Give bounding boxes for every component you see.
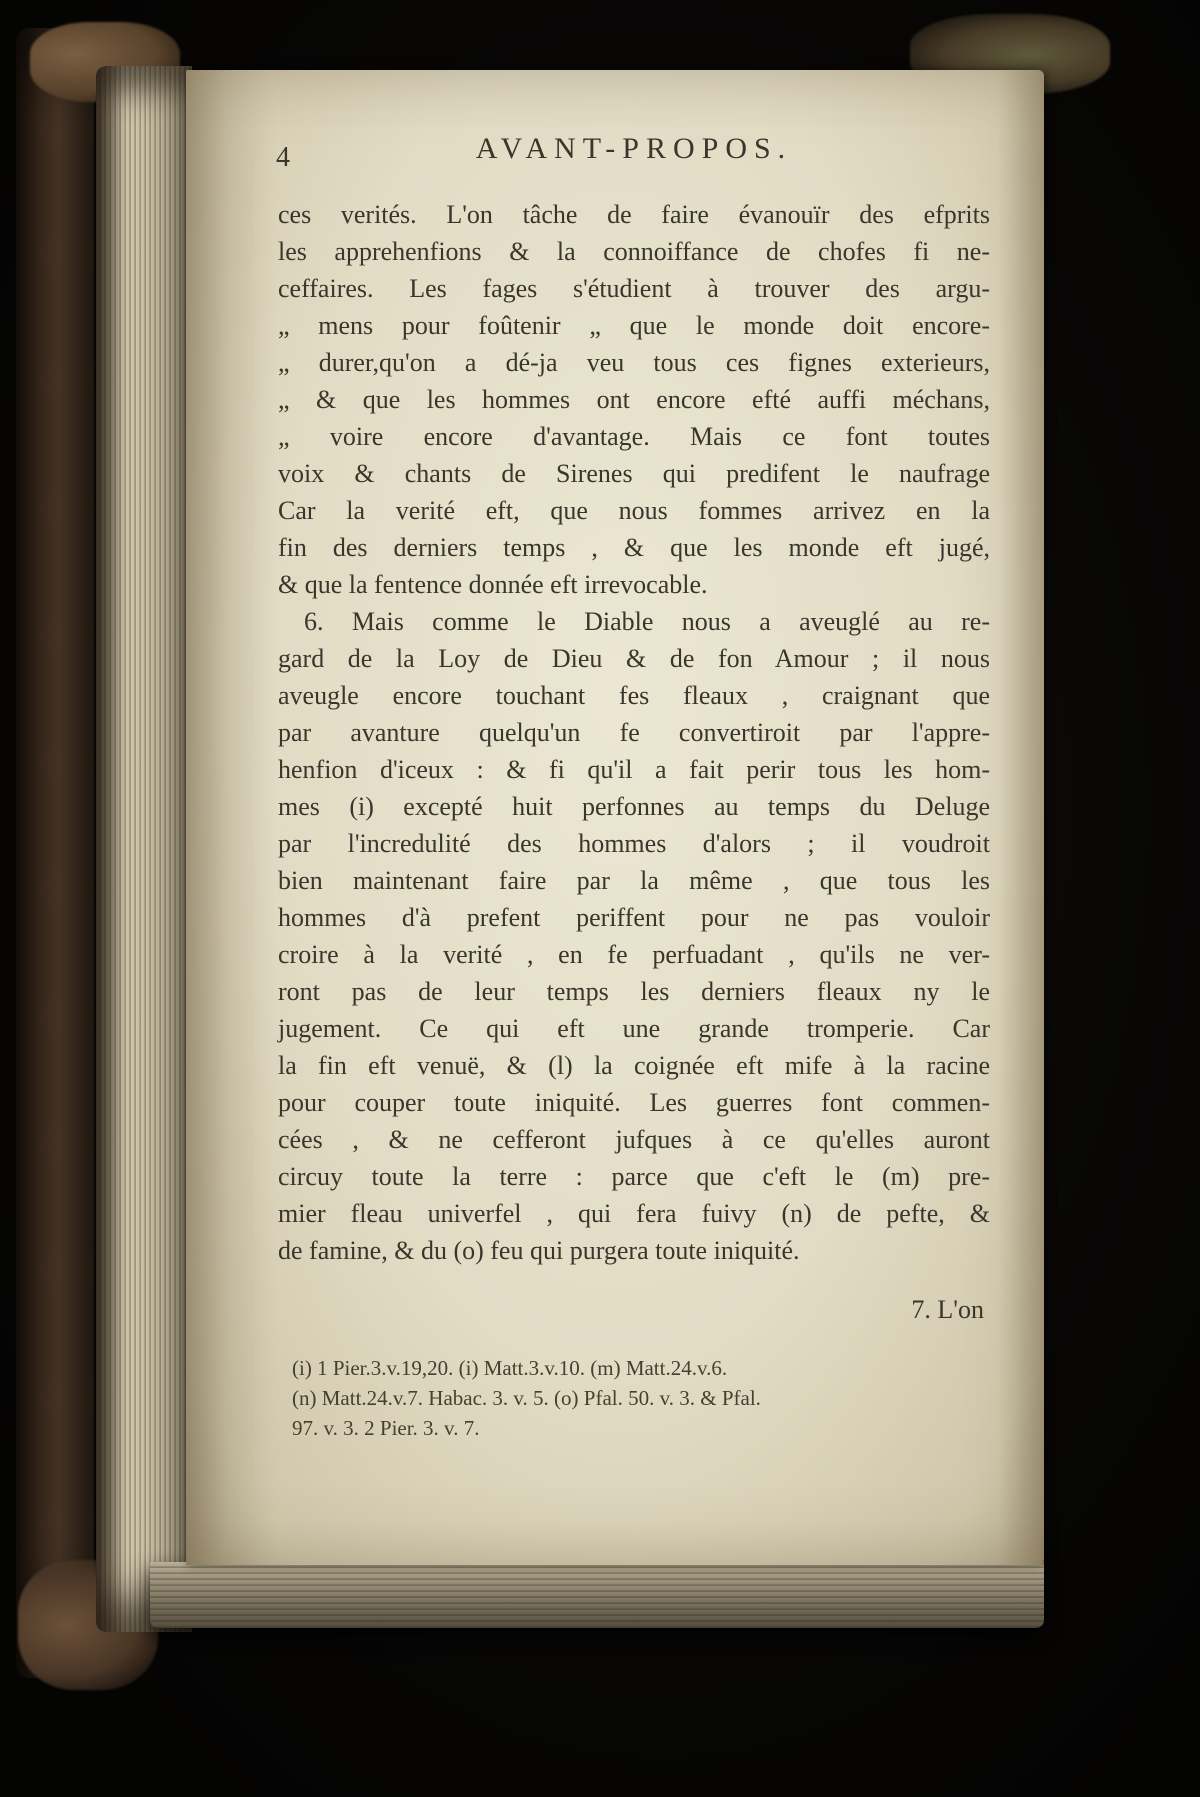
page-header xyxy=(278,132,990,180)
page-edges-bottom xyxy=(150,1562,1044,1628)
text-line: „ durer,qu'on a dé-ja veu tous ces fignes exterieurs, xyxy=(278,348,990,377)
text-column xyxy=(278,132,990,1443)
text-line: cées , & ne cefferont jufques à ce qu'elles auront xyxy=(278,1125,990,1154)
footnote-line: (i) 1 Pier.3.v.19,20. (i) Matt.3.v.10. (m) Matt.24.v.6. xyxy=(292,1356,728,1380)
text-line: Car la verité eft, que nous fommes arrivez en la xyxy=(278,496,990,525)
text-line: la fin eft venuë, & (l) la coignée eft mife à la racine xyxy=(278,1051,990,1080)
text-line: ceffaires. Les fages s'étudient à trouver des argu- xyxy=(278,274,990,303)
text-line: croire à la verité , en fe perfuadant , qu'ils ne ver- xyxy=(278,940,990,969)
text-line: mes (i) excepté huit perfonnes au temps du Deluge xyxy=(278,792,990,821)
text-line: ces verités. L'on tâche de faire évanouïr des efprits xyxy=(278,200,990,229)
text-line: „ mens pour foûtenir „ que le monde doit encore- xyxy=(278,311,990,340)
text-line: pour couper toute iniquité. Les guerres font commen- xyxy=(278,1088,990,1117)
text-line: 6. Mais comme le Diable nous a aveuglé au re- xyxy=(304,607,990,636)
text-line: les apprehenfions & la connoiffance de chofes fi ne- xyxy=(278,237,990,266)
footnote-line: (n) Matt.24.v.7. Habac. 3. v. 5. (o) Pfal. 50. v. 3. & Pfal. xyxy=(292,1386,761,1410)
text-line: circuy toute la terre : parce que c'eft le (m) pre- xyxy=(278,1162,990,1191)
text-line: mier fleau univerfel , qui fera fuivy (n) de pefte, & xyxy=(278,1199,990,1228)
book-page xyxy=(186,70,1044,1565)
text-line: jugement. Ce qui eft une grande tromperie. Car xyxy=(278,1014,990,1043)
text-line: „ & que les hommes ont encore efté auffi méchans, xyxy=(278,385,990,414)
footnote-line: 97. v. 3. 2 Pier. 3. v. 7. xyxy=(292,1416,480,1440)
catchword: 7. L'on xyxy=(911,1295,984,1324)
text-line: henfion d'iceux : & fi qu'il a fait perir tous les hom- xyxy=(278,755,990,784)
text-line: voix & chants de Sirenes qui predifent le naufrage xyxy=(278,459,990,488)
text-line: fin des derniers temps , & que les monde eft jugé, xyxy=(278,533,990,562)
text-line: aveugle encore touchant fes fleaux , craignant que xyxy=(278,681,990,710)
page-edges-left xyxy=(96,66,192,1632)
text-line: par avanture quelqu'un fe convertiroit par l'appre- xyxy=(278,718,990,747)
text-line: & que la fentence donnée eft irrevocable. xyxy=(278,570,708,599)
text-line: gard de la Loy de Dieu & de fon Amour ; il nous xyxy=(278,644,990,673)
book-spine xyxy=(16,28,94,1678)
body-text xyxy=(278,196,990,1269)
text-line: bien maintenant faire par la même , que tous les xyxy=(278,866,990,895)
text-line: ront pas de leur temps les derniers fleaux ny le xyxy=(278,977,990,1006)
page-number: 4 xyxy=(276,142,290,173)
text-line: par l'incredulité des hommes d'alors ; il voudroit xyxy=(278,829,990,858)
text-line: de famine, & du (o) feu qui purgera toute iniquité. xyxy=(278,1236,800,1265)
footnotes xyxy=(278,1353,990,1443)
text-line: hommes d'à prefent periffent pour ne pas vouloir xyxy=(278,903,990,932)
text-line: „ voire encore d'avantage. Mais ce font toutes xyxy=(278,422,990,451)
running-title: AVANT-PROPOS. xyxy=(475,132,793,165)
